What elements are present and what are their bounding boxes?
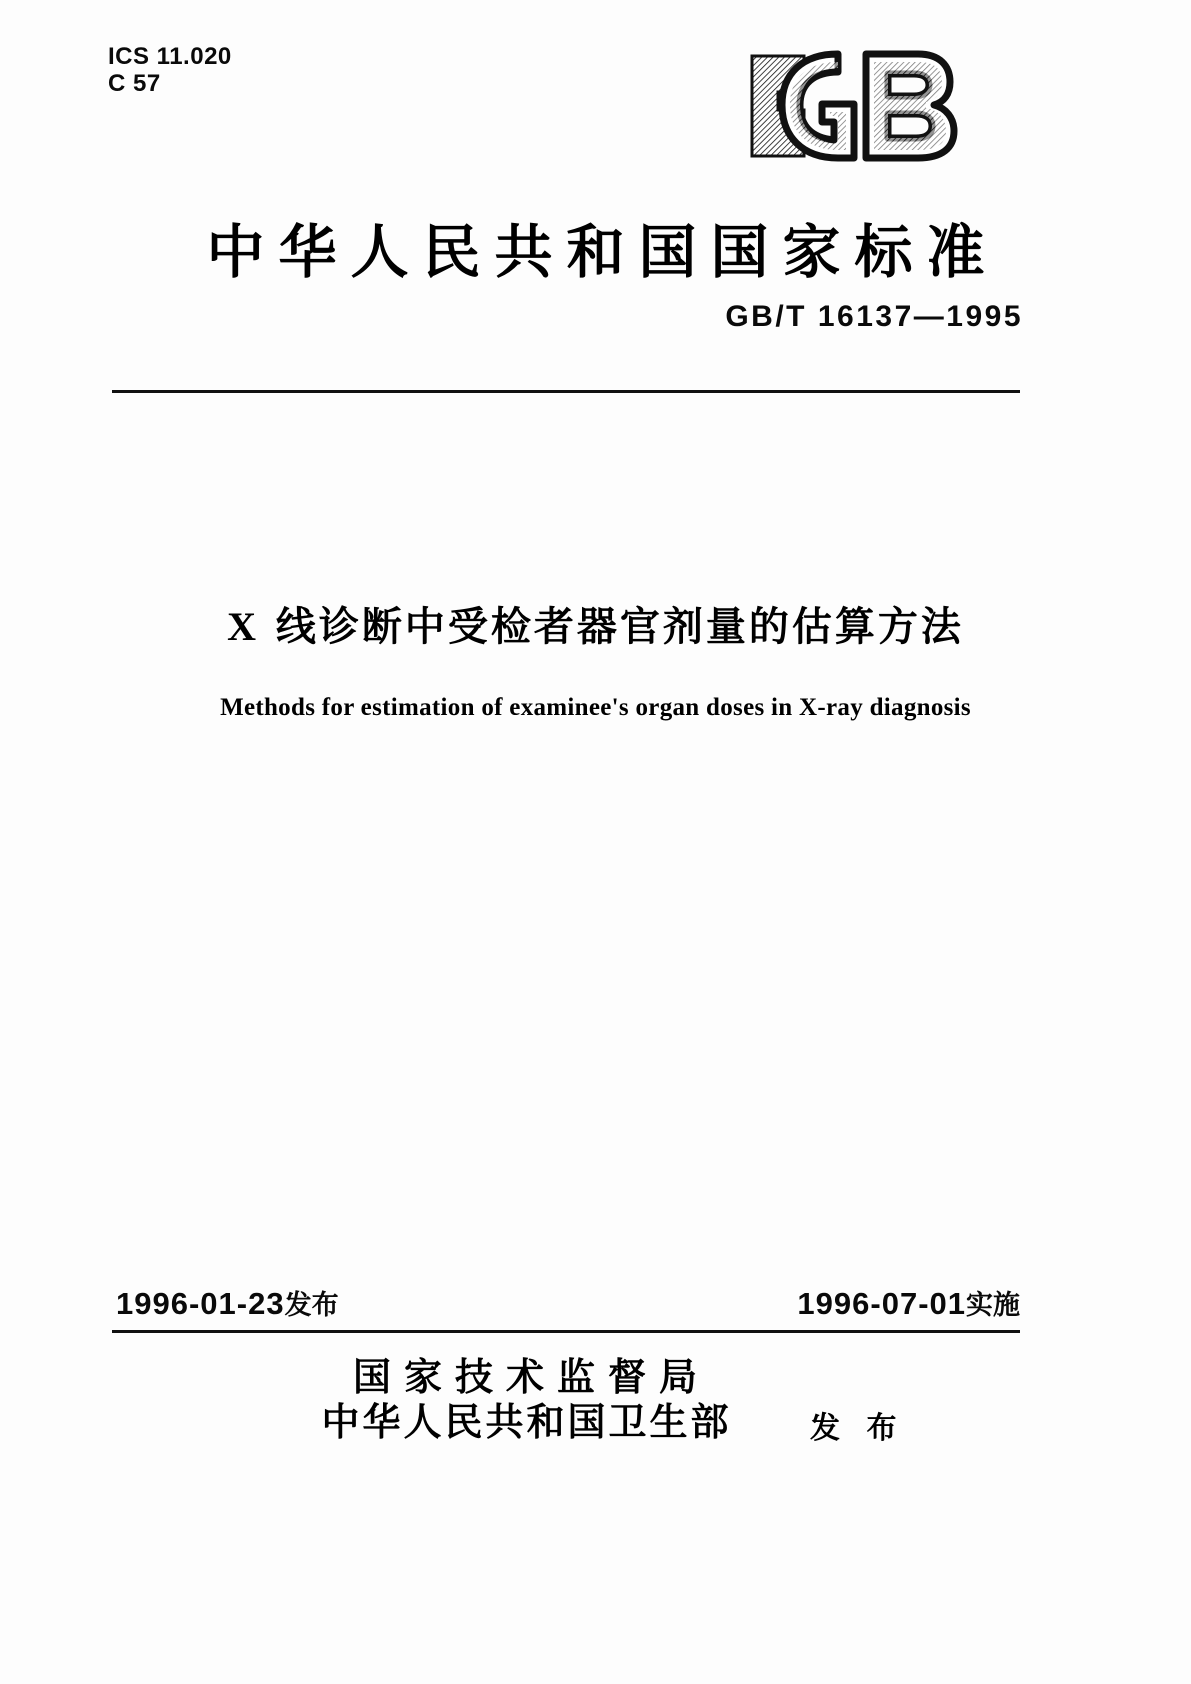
divider-bottom [112,1330,1020,1333]
issue-date-value: 1996-01-23 [116,1286,285,1321]
national-standard-heading: 中华人民共和国国家标准 [206,218,999,286]
page-title-en: Methods for estimation of examinee's organ doses in X-ray diagnosis [220,694,971,721]
publisher-verb: 发 布 [810,1411,905,1446]
date-row [112,1283,1020,1325]
ics-classification-block [108,44,232,98]
page-title-cn [0,595,1191,652]
gb-logo-icon [742,48,964,164]
publisher-names [255,1355,795,1445]
publisher-line-1: 国家技术监督局 [352,1355,710,1399]
issue-date-label: 发布 [284,1290,339,1321]
publisher-line-2: 中华人民共和国卫生部 [321,1399,732,1444]
issue-date [116,1283,339,1322]
implementation-date [797,1283,1020,1322]
title-x-letter: X [227,604,259,649]
standard-number: GB/T 16137—1995 [725,300,1023,333]
divider-top [112,390,1020,393]
title-cn-text: 线诊断中受检者器官剂量的估算方法 [258,604,964,650]
implementation-date-value: 1996-07-01 [797,1286,966,1321]
ccs-code: C 57 [108,69,161,97]
ics-code: ICS 11.020 [108,43,232,70]
implementation-date-label: 实施 [966,1290,1020,1321]
publisher-block [0,1355,1191,1475]
